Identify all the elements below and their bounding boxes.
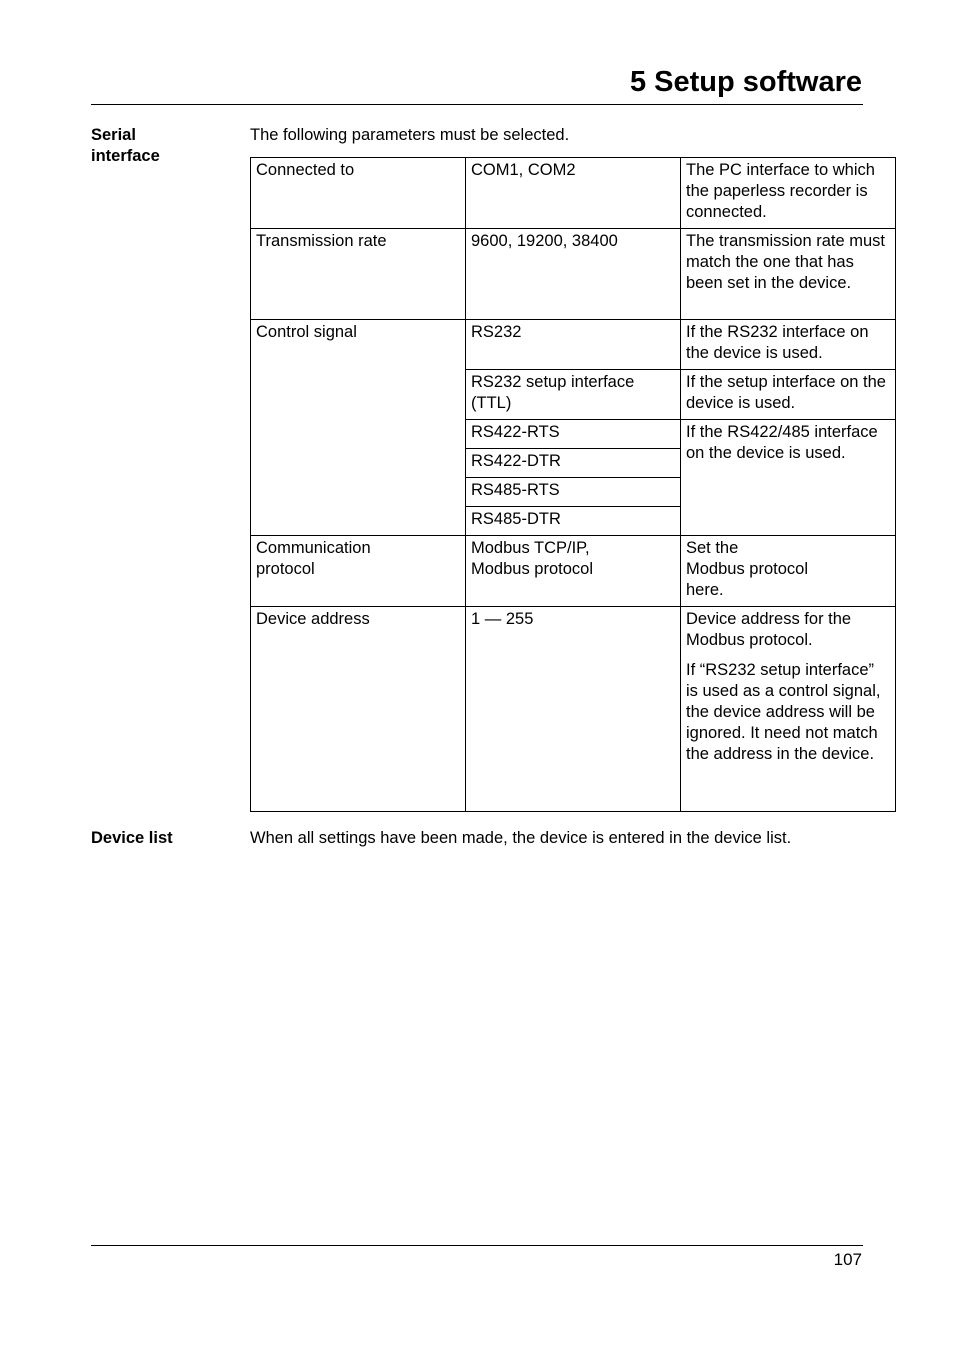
- parameter-values-cell: RS485-DTR: [466, 507, 681, 536]
- device-address-description: Device address for the Modbus protocol.: [686, 610, 852, 649]
- parameter-value-line: Modbus TCP/IP,: [471, 539, 590, 557]
- device-list-text: When all settings have been made, the device is entered in the device list.: [250, 829, 792, 847]
- parameter-name-cell: Connected to: [251, 158, 466, 229]
- parameter-description-cell: [681, 607, 896, 812]
- parameter-name-line: Communication: [256, 539, 371, 557]
- chapter-title: 5 Setup software: [629, 66, 862, 98]
- serial-interface-heading-line1: Serial: [91, 126, 136, 144]
- parameter-values-cell: RS422-RTS: [466, 420, 681, 449]
- table-row-connected-to: [251, 158, 896, 229]
- serial-interface-intro: The following parameters must be selected.: [250, 126, 570, 144]
- parameter-values-cell: COM1, COM2: [466, 158, 681, 229]
- parameter-name-cell: Device address: [251, 607, 466, 812]
- footer-rule: [91, 1245, 863, 1246]
- parameter-values-cell: RS232: [466, 320, 681, 370]
- parameter-description-line: Modbus protocol: [686, 560, 808, 578]
- parameter-values-cell: 9600, 19200, 38400: [466, 229, 681, 320]
- table-row-communication-protocol: [251, 536, 896, 607]
- parameter-description-cell: [681, 536, 896, 607]
- parameter-values-cell: 1 — 255: [466, 607, 681, 812]
- header-rule: [91, 104, 863, 105]
- parameter-values-cell: RS422-DTR: [466, 449, 681, 478]
- parameter-description-cell: If the RS422/485 interface on the device is used.: [681, 420, 896, 536]
- parameter-name-line: protocol: [256, 560, 315, 578]
- parameter-description-cell: If the setup interface on the device is used.: [681, 370, 896, 420]
- page-number: 107: [833, 1250, 862, 1269]
- device-list-heading: Device list: [91, 829, 173, 847]
- parameter-description-line: Set the: [686, 539, 739, 557]
- parameter-values-cell: RS485-RTS: [466, 478, 681, 507]
- serial-interface-parameter-table: [250, 157, 896, 812]
- parameter-description-cell: If the RS232 interface on the device is used.: [681, 320, 896, 370]
- device-address-note: If “RS232 setup interface” is used as a control signal, the device address will be ignored. It need not match the address in the device.: [686, 661, 881, 763]
- parameter-name-cell: Transmission rate: [251, 229, 466, 320]
- parameter-values-cell: RS232 setup interface (TTL): [466, 370, 681, 420]
- parameter-description-cell: The transmission rate must match the one that has been set in the device.: [681, 229, 896, 320]
- parameter-value-line: Modbus protocol: [471, 560, 593, 578]
- table-row-control-signal-rs232: [251, 320, 896, 370]
- parameter-description-line: here.: [686, 581, 724, 599]
- parameter-values-cell: [466, 536, 681, 607]
- parameter-name-cell: [251, 536, 466, 607]
- serial-interface-heading: [91, 125, 231, 167]
- serial-interface-heading-line2: interface: [91, 147, 160, 165]
- parameter-description-cell: The PC interface to which the paperless recorder is connected.: [681, 158, 896, 229]
- table-row-device-address: [251, 607, 896, 812]
- parameter-name-cell: Control signal: [251, 320, 466, 536]
- table-row-transmission-rate: [251, 229, 896, 320]
